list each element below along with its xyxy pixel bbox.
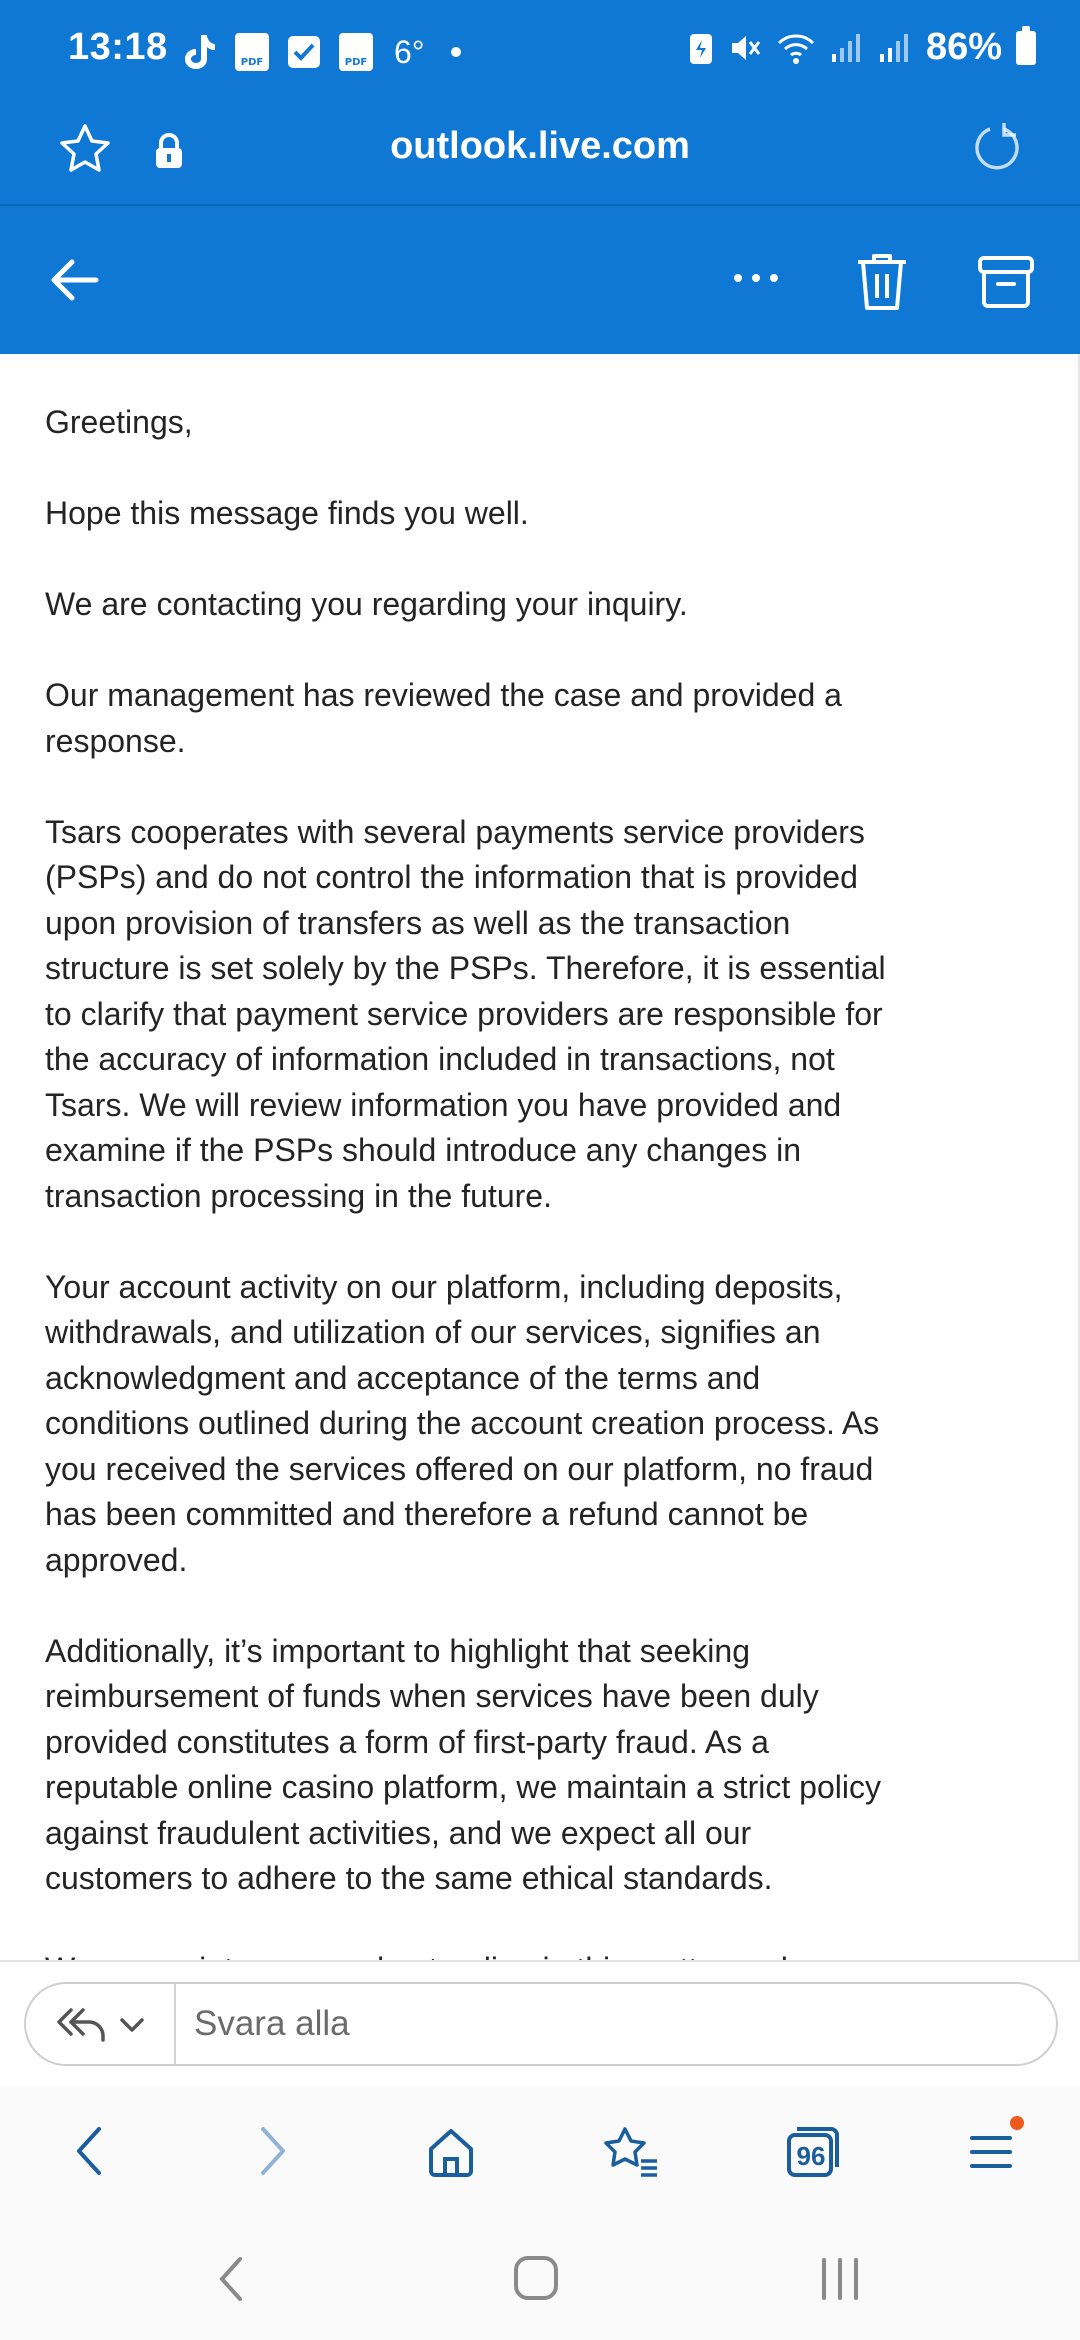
mail-toolbar	[0, 206, 1080, 354]
email-body[interactable]	[0, 354, 1080, 1960]
temperature: 6°	[394, 33, 425, 70]
tabs-count: 96	[796, 2140, 826, 2171]
system-back-icon[interactable]	[216, 2254, 246, 2309]
browser-back-icon[interactable]	[54, 2116, 124, 2186]
email-text	[45, 400, 905, 2038]
signal-icon	[830, 32, 864, 64]
email-paragraph: Additionally, it’s important to highlight that seeking reimbursement of funds when services have been duly provided constitutes a form of first-party fraud. As a reputable online casino platform, we maintain a strict policy against fraudulent activities, and we expect all our customers to adhere to the same ethical standards.	[45, 1632, 881, 1896]
mute-icon	[728, 31, 762, 65]
battery-saver-icon	[688, 30, 714, 66]
notification-icons	[180, 32, 461, 72]
url-text[interactable]: outlook.live.com	[390, 125, 690, 167]
back-arrow-icon[interactable]	[44, 250, 104, 315]
email-paragraph: Your account activity on our platform, including deposits, withdrawals, and utilization of our services, signifies an acknowledgment and acceptance of the terms and conditions outlined during the account creation process. As you received the services offered on our platform, no fraud has been committed and therefore a refund cannot be approved.	[45, 1268, 880, 1578]
system-navigation-bar	[0, 2216, 1080, 2340]
tabs-button[interactable]	[778, 2116, 848, 2186]
home-icon[interactable]	[416, 2116, 486, 2186]
reply-field[interactable]	[24, 1982, 1058, 2066]
browser-forward-icon[interactable]	[238, 2116, 308, 2186]
chevron-down-icon	[119, 2014, 145, 2034]
status-time: 13:18	[68, 26, 168, 68]
system-recents-icon[interactable]	[818, 2254, 862, 2307]
email-paragraph: Our management has reviewed the case and provided a response.	[45, 677, 842, 759]
signal-icon	[878, 32, 912, 64]
reply-input[interactable]: Svara alla	[194, 2004, 350, 2043]
trash-icon[interactable]	[852, 250, 912, 319]
system-home-icon[interactable]	[512, 2254, 560, 2307]
archive-icon[interactable]	[976, 254, 1036, 315]
browser-bottom-bar	[0, 2086, 1080, 2216]
email-paragraph: Greetings,	[45, 404, 193, 440]
more-icon[interactable]	[730, 252, 782, 309]
status-bar	[0, 0, 1080, 105]
wifi-icon	[776, 31, 816, 65]
notification-dot	[1010, 2116, 1024, 2130]
reply-bar	[0, 1960, 1080, 2086]
pdf-icon: PDF	[232, 32, 272, 72]
system-status-icons	[688, 26, 1036, 69]
menu-icon[interactable]	[956, 2116, 1026, 2186]
battery-icon	[1016, 31, 1036, 65]
email-paragraph: Hope this message finds you well.	[45, 495, 529, 531]
reply-all-icon	[55, 2004, 109, 2044]
pdf-icon: PDF	[336, 32, 376, 72]
email-paragraph: We are contacting you regarding your inquiry.	[45, 586, 688, 622]
bookmarks-icon[interactable]	[596, 2116, 666, 2186]
email-paragraph: Tsars cooperates with several payments service providers (PSPs) and do not control the information that is provided upon provision of transfers as well as the transaction structure is set solely by the PSPs. Therefore, it is essential to clarify that payment service providers are responsible for the accuracy of information included in transactions, not Tsars. We will review information you have provided and examine if the PSPs should introduce any changes in transaction processing in the future.	[45, 813, 886, 1214]
reply-all-button[interactable]	[26, 1984, 176, 2064]
checkbox-icon	[284, 32, 324, 72]
browser-url-bar	[0, 105, 1080, 205]
tiktok-icon	[180, 32, 220, 72]
more-notifications-dot	[451, 47, 461, 57]
battery-percent: 86%	[925, 26, 1002, 68]
reload-icon[interactable]	[968, 119, 1028, 184]
